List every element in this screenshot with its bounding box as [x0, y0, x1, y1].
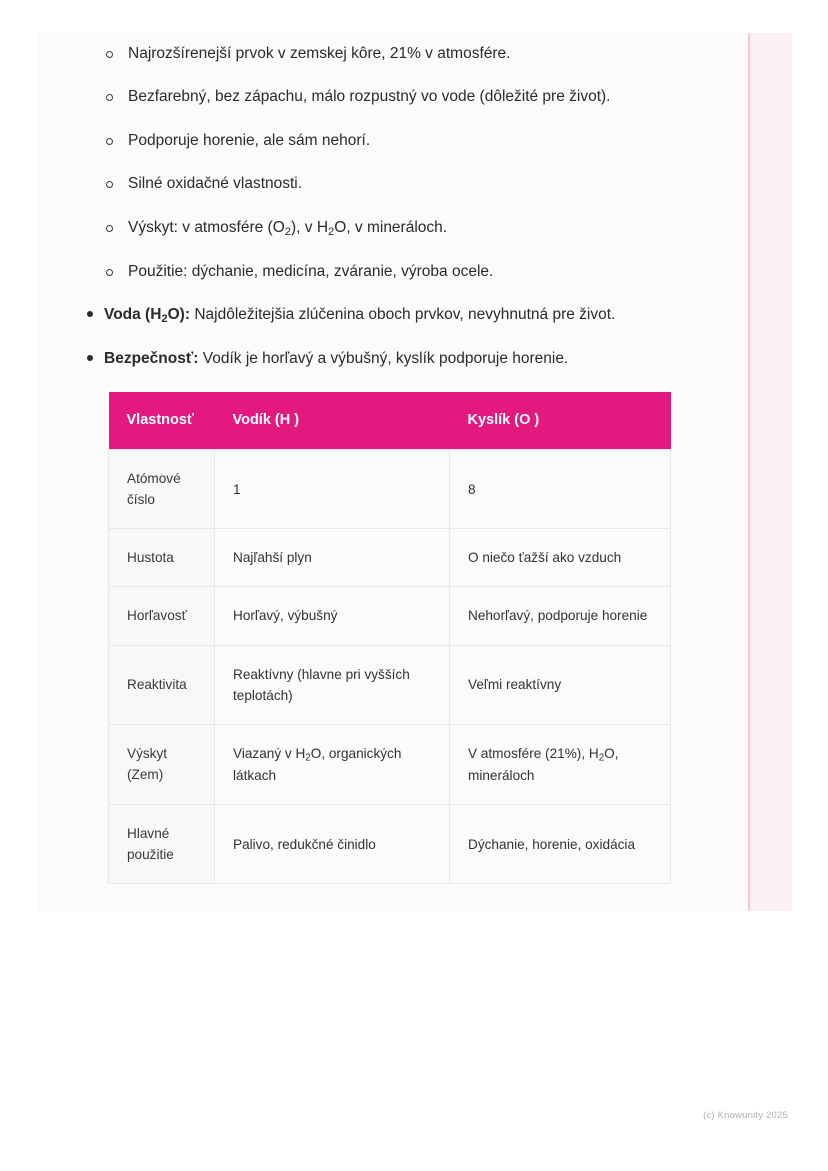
page-edge-stripe [748, 33, 792, 911]
table-cell-property: Výskyt (Zem) [109, 724, 215, 805]
document-content [38, 33, 748, 884]
table-cell-oxygen: Nehorľavý, podporuje horenie [450, 587, 671, 645]
list-item [98, 43, 708, 65]
table-cell-hydrogen: Viazaný v $H_2O$, organických látkach [215, 724, 450, 805]
oxygen-properties-list [98, 43, 708, 283]
list-item [98, 130, 708, 152]
table-cell-hydrogen: Horľavý, výbušný [215, 587, 450, 645]
table-header [109, 392, 671, 450]
table-cell-property: Hustota [109, 529, 215, 587]
table-row [109, 529, 671, 587]
table-cell-hydrogen: Palivo, redukčné činidlo [215, 805, 450, 884]
list-item-label: Bezfarebný, bez zápachu, málo rozpustný vo vode (dôležité pre život). [128, 88, 611, 106]
table-cell-property: Reaktivita [109, 645, 215, 724]
list-item-lead: Bezpečnosť: [104, 350, 199, 368]
list-item-label: Najdôležitejšia zlúčenina oboch prvkov, nevyhnutná pre život. [190, 306, 616, 324]
table-cell-hydrogen: Reaktívny (hlavne pri vyšších teplotách) [215, 645, 450, 724]
list-item-label: Výskyt: v atmosfére $(O_2)$, v $H_2O$, v mineráloch. [128, 218, 448, 238]
table-cell-hydrogen: 1 [215, 450, 450, 529]
list-item [98, 173, 708, 195]
table-cell-property: Atómové číslo [109, 450, 215, 529]
list-item-label: Vodík je horľavý a výbušný, kyslík podporuje horenie. [198, 350, 569, 368]
table-body [109, 450, 671, 884]
comparison-table [108, 392, 671, 885]
list-item [86, 348, 696, 370]
table-cell-oxygen: Veľmi reaktívny [450, 645, 671, 724]
list-item [86, 304, 696, 327]
list-item [98, 86, 708, 108]
list-item-label: Silné oxidačné vlastnosti. [128, 175, 303, 193]
list-item-label: Najrozšírenejší prvok v zemskej kôre, 21% v atmosfére. [128, 45, 511, 62]
footer-credit: (c) Knowunity 2025 [703, 1110, 788, 1121]
list-item-label: Použitie: dýchanie, medicína, zváranie, výroba ocele. [128, 262, 494, 280]
document-card [38, 33, 792, 911]
table-cell-oxygen: Dýchanie, horenie, oxidácia [450, 805, 671, 884]
table-row [109, 587, 671, 645]
table-cell-hydrogen: Najľahší plyn [215, 529, 450, 587]
table-cell-property: Hlavné použitie [109, 805, 215, 884]
table-row [109, 450, 671, 529]
list-item-label: Podporuje horenie, ale sám nehorí. [128, 131, 371, 149]
table-column-header-oxygen: Kyslík (O ) [450, 392, 671, 450]
summary-list [98, 304, 708, 370]
table-cell-oxygen: O niečo ťažší ako vzduch [450, 529, 671, 587]
table-column-header-property: Vlastnosť [109, 392, 215, 450]
table-cell-oxygen: V atmosfére (21%), $H_2O$, mineráloch [450, 724, 671, 805]
list-item-lead: Voda $(H_2O)$: [104, 306, 191, 326]
table-row [109, 805, 671, 884]
table-row [109, 645, 671, 724]
table-column-header-hydrogen: Vodík (H ) [215, 392, 450, 450]
table-header-row [109, 392, 671, 450]
table-cell-oxygen: 8 [450, 450, 671, 529]
list-item [98, 217, 708, 240]
list-item [98, 261, 708, 283]
table-row [109, 724, 671, 805]
table-cell-property: Horľavosť [109, 587, 215, 645]
